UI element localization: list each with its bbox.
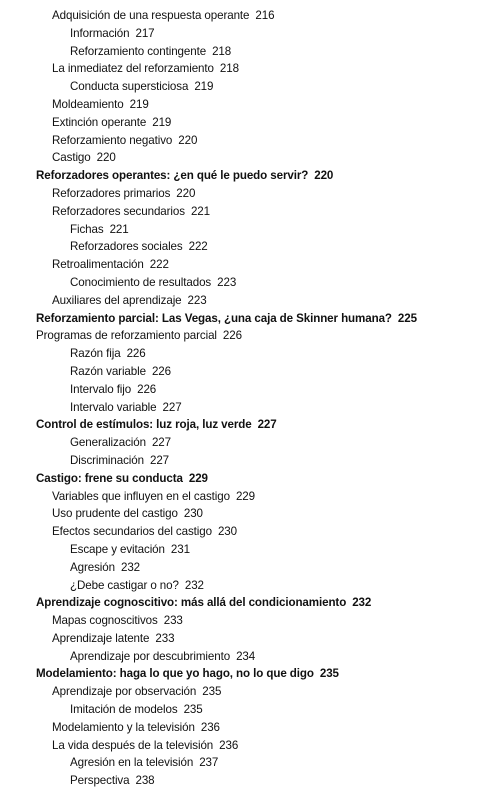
toc-entry-title: Fichas — [70, 222, 104, 236]
toc-entry-title: Extinción operante — [52, 115, 147, 129]
toc-entry — [0, 345, 487, 363]
toc-entry-title: Razón variable — [70, 364, 146, 378]
toc-entry — [0, 363, 487, 381]
toc-entry — [0, 327, 487, 345]
toc-page-number: 235 — [202, 685, 222, 699]
toc-entry-title: Aprendizaje latente — [52, 631, 150, 645]
toc-entry-title: Imitación de modelos — [70, 703, 178, 717]
toc-page-number: 218 — [219, 62, 239, 76]
toc-section-heading — [0, 470, 487, 488]
toc-entry — [0, 96, 487, 114]
toc-entry — [0, 648, 487, 666]
toc-entry — [0, 754, 487, 772]
toc-entry-title: Control de estímulos: luz roja, luz verde — [36, 418, 252, 432]
toc-entry-title: Agresión en la televisión — [70, 756, 194, 770]
toc-page-number: 220 — [96, 151, 116, 165]
toc-section-heading — [0, 416, 487, 434]
toc-entry — [0, 399, 487, 417]
toc-page-number: 221 — [190, 204, 210, 218]
toc-entry-title: Castigo: frene su conducta — [36, 471, 183, 485]
toc-entry-title: Castigo — [52, 151, 91, 165]
toc-page-number: 236 — [200, 720, 220, 734]
toc-page-number: 223 — [187, 293, 207, 307]
toc-entry-title: Reforzamiento negativo — [52, 133, 173, 147]
toc-page-number: 222 — [149, 258, 169, 272]
toc-entry — [0, 114, 487, 132]
toc-entry — [0, 452, 487, 470]
toc-page-number: 235 — [183, 703, 203, 717]
toc-page-number: 225 — [397, 311, 417, 325]
toc-entry-title: Conducta supersticiosa — [70, 80, 189, 94]
toc-entry-title: Escape y evitación — [70, 542, 165, 556]
toc-entry-title: Información — [70, 26, 130, 40]
toc-entry-title: Retroalimentación — [52, 258, 144, 272]
toc-page-number: 234 — [236, 649, 256, 663]
toc-section-heading — [0, 594, 487, 612]
toc-entry-title: La inmediatez del reforzamiento — [52, 62, 214, 76]
toc-page-number: 226 — [137, 382, 157, 396]
toc-page-number: 223 — [217, 275, 237, 289]
toc-entry — [0, 149, 487, 167]
toc-page-number: 236 — [219, 738, 239, 752]
toc-page-number: 227 — [162, 400, 182, 414]
toc-entry-title: Mapas cognoscitivos — [52, 614, 158, 628]
toc-page-number: 231 — [170, 542, 190, 556]
toc-entry — [0, 381, 487, 399]
toc-entry — [0, 541, 487, 559]
toc-entry — [0, 683, 487, 701]
toc-entry-title: Reforzamiento contingente — [70, 44, 207, 58]
toc-entry — [0, 256, 487, 274]
toc-entry-title: Efectos secundarios del castigo — [52, 525, 212, 539]
toc-page-number: 219 — [129, 97, 149, 111]
toc-page-number: 226 — [222, 329, 242, 343]
toc-page-number: 218 — [212, 44, 232, 58]
toc-page-number: 237 — [199, 756, 219, 770]
toc-entry-title: Programas de reforzamiento parcial — [36, 329, 217, 343]
toc-page-number: 233 — [163, 614, 183, 628]
toc-entry-title: Modelamiento: haga lo que yo hago, no lo que digo — [36, 667, 314, 681]
toc-section-heading — [0, 310, 487, 328]
toc-page-number: 226 — [151, 364, 171, 378]
toc-entry — [0, 488, 487, 506]
toc-entry-title: Reforzadores primarios — [52, 186, 171, 200]
toc-entry — [0, 577, 487, 595]
toc-entry — [0, 238, 487, 256]
toc-page-number: 227 — [257, 418, 277, 432]
toc-entry-title: Discriminación — [70, 453, 144, 467]
toc-entry — [0, 60, 487, 78]
toc-page-number: 229 — [188, 471, 208, 485]
toc-entry-title: Intervalo fijo — [70, 382, 132, 396]
table-of-contents — [0, 7, 487, 790]
toc-page-number: 219 — [152, 115, 172, 129]
toc-entry-title: Aprendizaje por observación — [52, 685, 197, 699]
toc-section-heading — [0, 665, 487, 683]
toc-entry-title: Reforzadores secundarios — [52, 204, 185, 218]
toc-entry — [0, 523, 487, 541]
toc-page-number: 238 — [135, 774, 155, 788]
toc-page-number: 216 — [255, 9, 275, 22]
toc-entry — [0, 43, 487, 61]
toc-entry — [0, 772, 487, 790]
toc-entry — [0, 203, 487, 221]
toc-entry-title: Variables que influyen en el castigo — [52, 489, 230, 503]
toc-page-number: 227 — [151, 436, 171, 450]
toc-entry — [0, 612, 487, 630]
toc-page-number: 235 — [319, 667, 339, 681]
toc-page-number: 217 — [135, 26, 155, 40]
toc-entry-title: Modelamiento y la televisión — [52, 720, 195, 734]
toc-entry — [0, 132, 487, 150]
toc-page-number: 221 — [109, 222, 129, 236]
toc-entry-title: Aprendizaje por descubrimiento — [70, 649, 231, 663]
toc-entry — [0, 505, 487, 523]
toc-page-number: 227 — [149, 453, 170, 467]
toc-entry-title: Generalización — [70, 436, 146, 450]
toc-section-heading — [0, 167, 487, 185]
toc-page-number: 232 — [120, 560, 141, 574]
toc-entry — [0, 221, 487, 239]
toc-page-number: 220 — [178, 133, 198, 147]
toc-page-number: 230 — [217, 525, 237, 539]
toc-entry — [0, 185, 487, 203]
toc-entry — [0, 630, 487, 648]
toc-page-number: 233 — [155, 631, 175, 645]
toc-entry — [0, 274, 487, 292]
toc-entry — [0, 719, 487, 737]
toc-entry — [0, 7, 487, 25]
toc-entry-title: Auxiliares del aprendizaje — [52, 293, 182, 307]
toc-entry-title: La vida después de la televisión — [52, 738, 214, 752]
toc-entry — [0, 25, 487, 43]
toc-entry-title: Moldeamiento — [52, 97, 124, 111]
toc-entry — [0, 559, 487, 577]
toc-entry-title: Intervalo variable — [70, 400, 157, 414]
toc-page-number: 226 — [126, 347, 146, 361]
toc-entry-title: Razón fija — [70, 347, 121, 361]
toc-entry — [0, 737, 487, 755]
toc-entry-title: Reforzamiento parcial: Las Vegas, ¿una caja de Skinner humana? — [36, 311, 392, 325]
toc-entry-title: Aprendizaje cognoscitivo: más allá del condicionamiento — [36, 596, 347, 610]
toc-page-number: 232 — [184, 578, 204, 592]
toc-entry-title: Reforzadores sociales — [70, 240, 183, 254]
toc-page-number: 219 — [194, 80, 214, 94]
toc-entry-title: Uso prudente del castigo — [52, 507, 178, 521]
toc-page-number: 232 — [352, 596, 372, 610]
toc-page-number: 230 — [183, 507, 203, 521]
toc-page-number: 229 — [235, 489, 255, 503]
toc-entry-title: Reforzadores operantes: ¿en qué le puedo servir? — [36, 169, 309, 183]
toc-entry-title: ¿Debe castigar o no? — [70, 578, 179, 592]
toc-entry — [0, 701, 487, 719]
toc-page-number: 222 — [188, 240, 208, 254]
toc-page-number: 220 — [176, 186, 196, 200]
toc-entry-title: Adquisición de una respuesta operante — [52, 9, 250, 22]
toc-entry — [0, 78, 487, 96]
toc-entry — [0, 434, 487, 452]
toc-entry-title: Conocimiento de resultados — [70, 275, 212, 289]
toc-entry-title: Agresión — [70, 560, 115, 574]
toc-entry — [0, 292, 487, 310]
toc-page-number: 220 — [314, 169, 334, 183]
toc-entry-title: Perspectiva — [70, 774, 130, 788]
